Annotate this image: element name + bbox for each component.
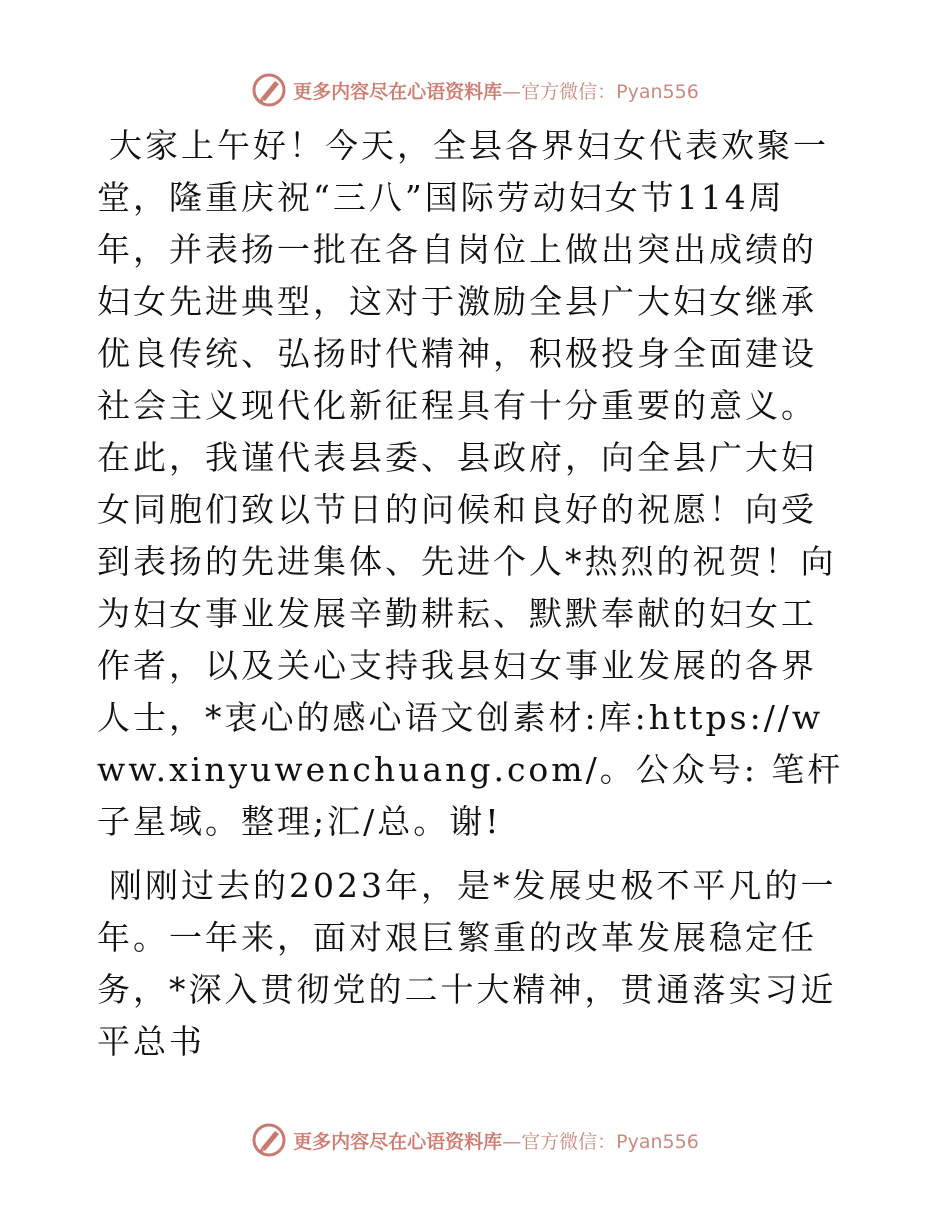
header-watermark [0,70,950,110]
header-watermark-text [293,77,699,104]
footer-watermark [0,1120,950,1160]
pen-circle-logo-icon [251,1122,287,1158]
footer-watermark-lead: 更多内容尽在心语资料库 [293,1130,503,1153]
header-watermark-rest: —官方微信：Pyan556 [502,80,699,103]
header-watermark-lead: 更多内容尽在心语资料库 [293,80,503,103]
paragraph-1: 大家上午好！今天，全县各界妇女代表欢聚一堂，隆重庆祝“三八”国际劳动妇女节114周年，并表扬一批在各自岗位上做出突出成绩的妇女先进典型，这对于激励全县广大妇女继承优良传统、弘扬时代精神，积极投身全面建设社会主义现代化新征程具有十分重要的意义。在此，我谨代表县委、县政府，向全县广大妇女同胞们致以节日的问候和良好的祝愿！向受到表扬的先进集体、先进个人*热烈的祝贺！向为妇女事业发展辛勤耕耘、默默奉献的妇女工作者，以及关心支持我县妇女事业发展的各界人士，*衷心的感心语文创素材:库:https://www.xinyuwenchuang.com/。公众号: 笔杆子星域。整理;汇/总。谢! [97,126,844,841]
pen-circle-logo-icon [251,72,287,108]
document-body [97,120,852,1068]
paragraph-2: 刚刚过去的2023年，是*发展史极不平凡的一年。一年来，面对艰巨繁重的改革发展稳定任务，*深入贯彻党的二十大精神，贯通落实习近平总书 [97,866,837,1061]
footer-watermark-rest: —官方微信：Pyan556 [502,1130,699,1153]
footer-watermark-text [293,1127,699,1154]
